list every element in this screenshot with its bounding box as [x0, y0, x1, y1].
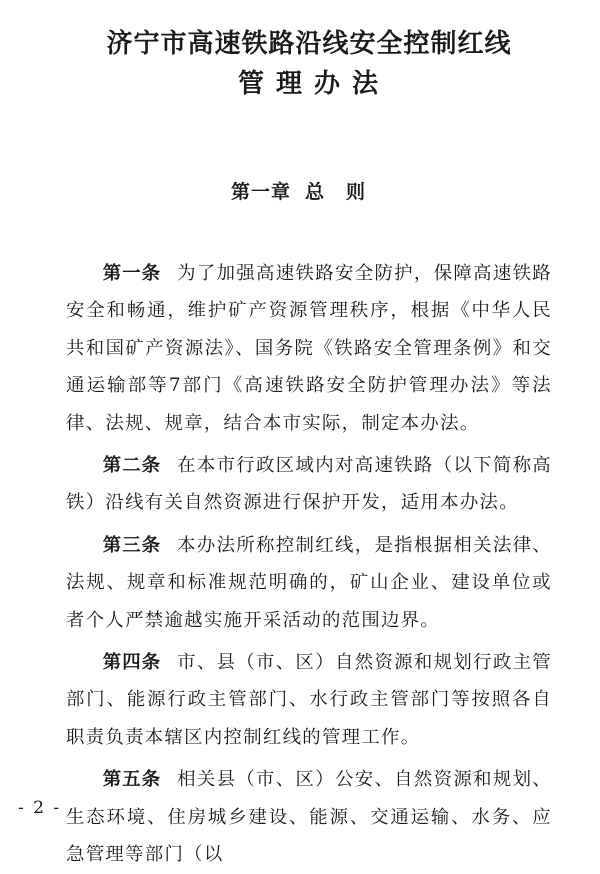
article-2	[66, 447, 552, 522]
article-1	[66, 255, 552, 442]
page-number: - 2 -	[18, 798, 62, 818]
article-text: 相关县（市、区）公安、自然资源和规划、生态环境、住房城乡建设、能源、交通运输、水务、应急管理等部门（以	[66, 769, 552, 866]
article-number: 第五条	[102, 769, 162, 791]
article-number: 第三条	[102, 534, 162, 556]
article-text: 为了加强高速铁路安全防护，保障高速铁路安全和畅通，维护矿产资源管理秩序，根据《中华人民共和国矿产资源法》、国务院《铁路安全管理条例》和交通运输部等7部门《高速铁路安全防护管理办法》等法律、法规、规章，结合本市实际，制定本办法。	[66, 263, 552, 434]
document-title-line2: 管理办法	[237, 69, 390, 99]
document-title-line1: 济宁市高速铁路沿线安全控制红线	[106, 29, 512, 59]
chapter-heading	[66, 104, 552, 204]
article-text: 市、县（市、区）自然资源和规划行政主管部门、能源行政主管部门、水行政主管部门等按照各自职责负责本辖区内控制红线的管理工作。	[66, 652, 552, 748]
article-number: 第一条	[102, 263, 162, 284]
article-number: 第二条	[102, 455, 162, 477]
article-4	[66, 644, 552, 756]
articles-body	[66, 255, 552, 874]
article-3	[66, 527, 552, 639]
article-number: 第四条	[102, 652, 162, 674]
article-5	[66, 761, 552, 873]
article-text: 本办法所称控制红线，是指根据相关法律、法规、规章和标准规范明确的，矿山企业、建设单位或者个人严禁逾越实施开采活动的范围边界。	[66, 534, 552, 631]
chapter-number: 第一章	[230, 181, 291, 203]
chapter-title: 总则	[305, 181, 388, 203]
article-text: 在本市行政区域内对高速铁路（以下简称高铁）沿线有关自然资源进行保护开发，适用本办法。	[66, 455, 552, 514]
